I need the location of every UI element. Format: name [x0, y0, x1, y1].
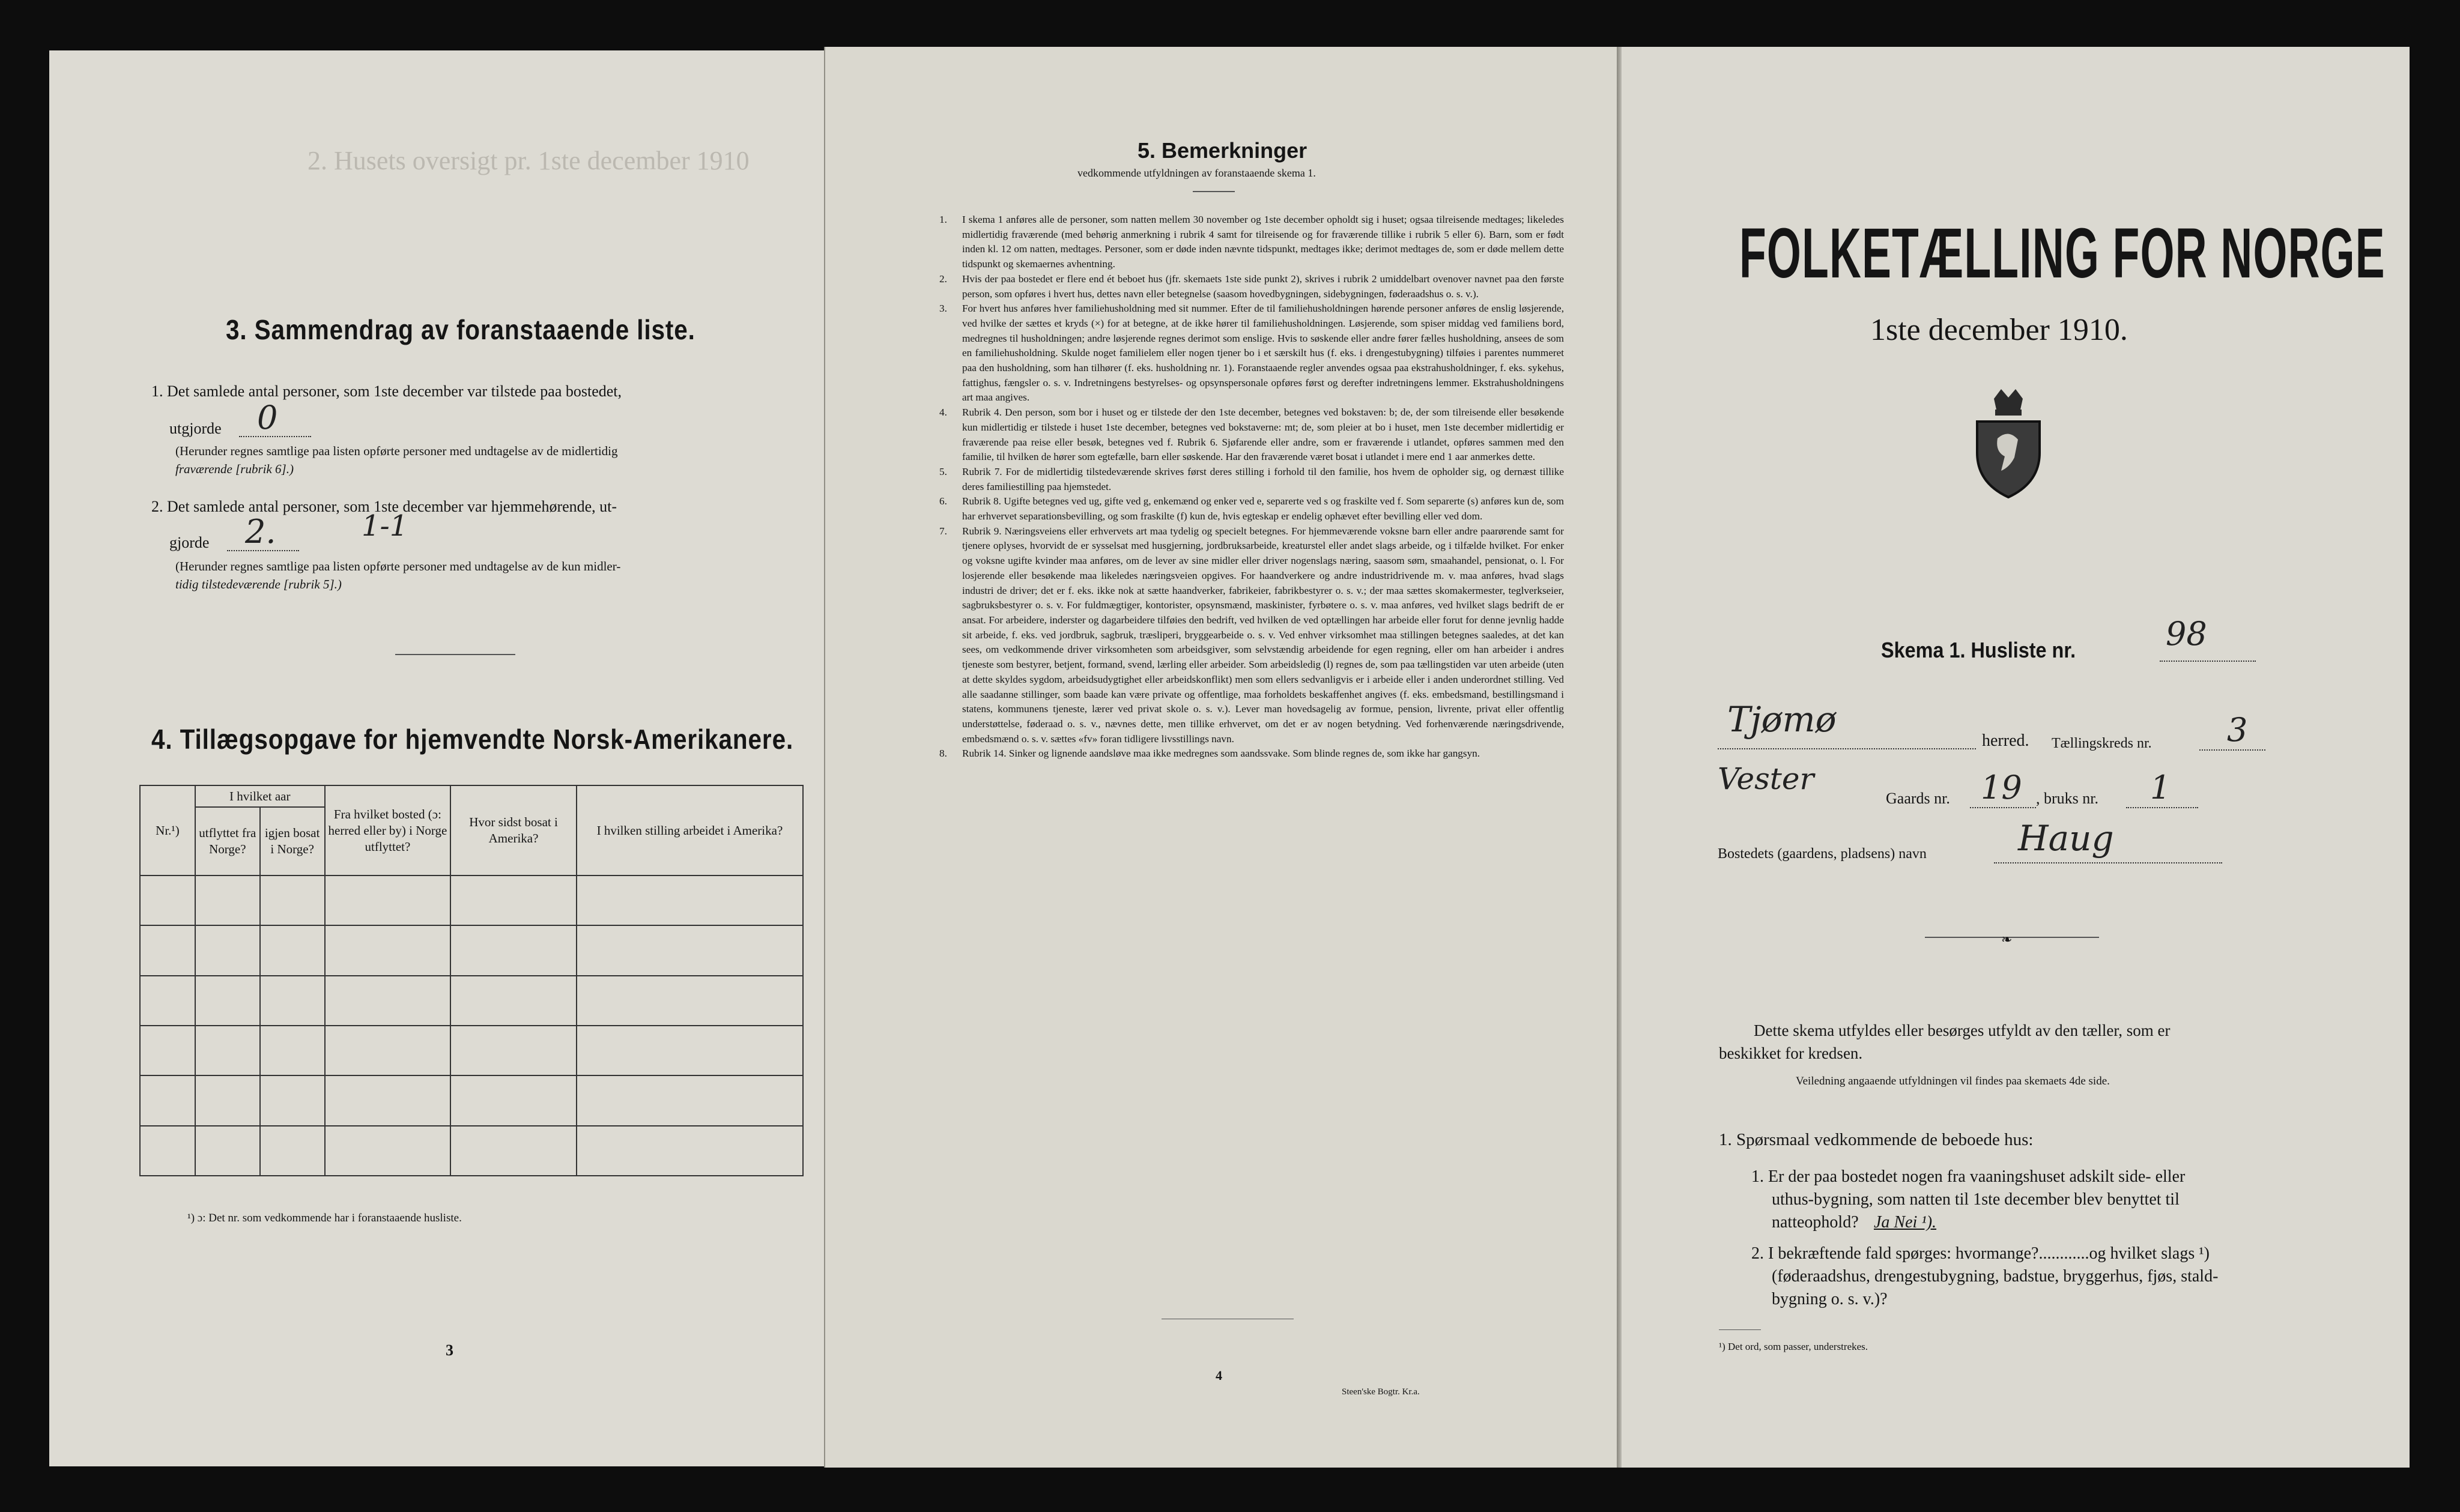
- table-cell: [450, 1026, 577, 1075]
- remark-text: Rubrik 4. Den person, som bor i huset og er tilstede der den 1ste december, betegnes ved bokstaven: b; de, der som tilreisende eller besøkende kun midlertidig er tilstede i huset 1ste december, betegnes ved bokstaverne: mt; de, som pleier at bo i huset, men 1ste december midlertidig er fraværende paa reise eller besøk, betegnes ved f. Rubrik 6. Sjøfarende eller andre, som er fraværende i utlandet, opføres sammen med den familie, til hvilken de hører som egtefælle, barn eller søskende. Har den fraværende været bosat i utlandet i mere end 1 aar anmerkes dette.: [962, 407, 1564, 463]
- item1-value-line: [239, 399, 311, 437]
- item2-extra-annotation: 1-1: [362, 509, 408, 543]
- table-cell: [195, 925, 260, 975]
- table-cell: [140, 1075, 195, 1125]
- table-cell: [325, 976, 451, 1026]
- table-row: [140, 1126, 803, 1176]
- husliste-nr-value: 98: [2166, 615, 2207, 653]
- remarks-divider: [1193, 191, 1235, 192]
- norsk-amerikanere-table: [139, 785, 804, 1176]
- table-cell: [195, 1075, 260, 1125]
- item2-note-a: (Herunder regnes samtlige paa listen opførte personer med undtagelse av de kun midler-: [175, 559, 621, 573]
- item1-utgjorde-label: utgjorde: [169, 420, 222, 437]
- husliste-nr-line: [2160, 615, 2256, 662]
- right-footnote: ¹) Det ord, som passer, understrekes.: [1719, 1341, 1868, 1352]
- ornament-icon: ❧: [2001, 932, 2013, 947]
- table-cell: [577, 925, 803, 975]
- table-cell: [260, 976, 325, 1026]
- remark-text: For hvert hus anføres hver familiehusholdning med sit nummer. Efter de til familiehusholdningen hørende personer anføres de enslig løsjerende, ved hvilke der sættes et kryds (×) for at betegne, at de ikke hører til familiehusholdningen. Løsjerende, som spiser middag ved familiens bord, medregnes til husholdningen; andre løsjerende regnes derimot som enslige. Hvis to søskende eller andre fører fælles husholdning, ansees de som en familiehusholdning. Skulde noget familielem eller nogen tjener bo i et særskilt hus (f. eks. i drengestubygning) tilføies i parentes nummeret paa den husholdning, som han tilhører (f. eks. husholdning nr. 1). Foranstaaende regler anvendes ogsaa paa ekstrahusholdninger, f. eks. sykehus, fattighus, fængsler o. s. v. Indretningens bestyrelses- og opsynspersonale opføres først og derefter indretningens lemmer. Ekstrahusholdningens art maa angives.: [962, 303, 1564, 404]
- remark-number: 5.: [939, 465, 947, 477]
- table-row: [140, 1075, 803, 1125]
- table-cell: [325, 1026, 451, 1075]
- header-igjen: igjen bosat i Norge?: [260, 807, 325, 875]
- header-hvor-sidst: Hvor sidst bosat i Amerika?: [450, 785, 577, 875]
- header-i-hvilket-aar: I hvilket aar: [195, 785, 325, 807]
- item2-note-b: tidig tilstedeværende [rubrik 5].): [175, 577, 342, 591]
- table-row: [140, 976, 803, 1026]
- census-date: 1ste december 1910.: [1870, 313, 2128, 347]
- remark-number: 3.: [939, 303, 947, 315]
- table-cell: [577, 976, 803, 1026]
- table-cell: [140, 1126, 195, 1176]
- section3-heading: 3. Sammendrag av foranstaaende liste.: [226, 314, 695, 345]
- bruks-label: , bruks nr.: [2036, 790, 2098, 807]
- header-fra-bosted: Fra hvilket bosted (ɔ: herred eller by) i Norge utflyttet?: [325, 785, 451, 875]
- remark-item: [939, 524, 1564, 747]
- q1-1-line-b: uthus-bygning, som natten til 1ste december blev benyttet til: [1772, 1190, 2180, 1209]
- table-footnote: ¹) ɔ: Det nr. som vedkommende har i foranstaaende husliste.: [187, 1212, 462, 1224]
- gaards-label: Gaards nr.: [1886, 790, 1950, 807]
- q1-heading: 1. Spørsmaal vedkommende de beboede hus:: [1719, 1130, 2034, 1149]
- remark-item: [939, 465, 1564, 494]
- item2-value: 2.: [245, 513, 276, 551]
- prefix-value: Vester: [1718, 761, 1814, 796]
- q1-1-line-c: natteophold?: [1772, 1213, 1859, 1232]
- table-cell: [450, 1075, 577, 1125]
- remark-item: [939, 272, 1564, 301]
- table-row: [140, 925, 803, 975]
- herred-label: herred.: [1982, 731, 2029, 750]
- table-cell: [140, 1026, 195, 1075]
- kreds-line: [2199, 711, 2265, 751]
- q1-2-line-c: bygning o. s. v.)?: [1772, 1290, 1888, 1308]
- remark-item: [939, 301, 1564, 405]
- q1-1-answer: Ja Nei ¹).: [1874, 1213, 1937, 1232]
- remark-text: Rubrik 8. Ugifte betegnes ved ug, gifte ved g, enkemænd og enker ved e, separerte ved s og fraskilte ved f. Som separerte (s) anføres kun de, som har erhvervet separationsbevilling, og som fraskilte (f) kun de, hvis egteskap er endelig ophævet efter bevilling eller ved dom.: [962, 495, 1564, 522]
- faded-bleedthrough-header: 2. Husets oversigt pr. 1ste december 1910: [308, 146, 750, 175]
- instruction-small: Veiledning angaaende utfyldningen vil findes paa skemaets 4de side.: [1796, 1075, 2110, 1087]
- remark-number: 2.: [939, 273, 947, 285]
- header-nr: Nr.¹): [140, 785, 195, 875]
- gaards-line: [1970, 769, 2036, 808]
- table-cell: [577, 875, 803, 925]
- remark-number: 8.: [939, 748, 947, 760]
- table-cell: [195, 976, 260, 1026]
- header-stilling: I hvilken stilling arbeidet i Amerika?: [577, 785, 803, 875]
- remarks-heading: 5. Bemerkninger: [1138, 138, 1307, 163]
- item1-note-b: fraværende [rubrik 6].): [175, 462, 294, 476]
- remark-text: Rubrik 7. For de midlertidig tilstedeværende skrives først deres stilling i forhold til den familie, hos hvem de opholder sig, og dernæst tillike deres familiestilling paa hjemstedet.: [962, 465, 1564, 492]
- middle-page-number: 4: [1216, 1368, 1222, 1383]
- item2-value-line: [227, 513, 299, 551]
- table-cell: [140, 976, 195, 1026]
- instruction-b: beskikket for kredsen.: [1719, 1044, 1863, 1062]
- remark-text: Rubrik 14. Sinker og lignende aandsløve maa ikke medregnes som aandssvake. Som blinde regnes de, som ikke har gangsyn.: [962, 748, 1480, 760]
- remark-text: I skema 1 anføres alle de personer, som natten mellem 30 november og 1ste december opholdt sig i huset; ogsaa tilreisende medtages; likeledes midlertidig fraværende (med behørig anmerkning i rubrik 4 samt for tilreisende og for fraværende tillike i rubrik 5 eller 6). Barn, som er født inden kl. 12 om natten, medtages. Personer, som er døde inden nævnte tidspunkt, medtages ikke; derimot medtages de, som er døde mellem dette tidspunkt og skemaernes avhentning.: [962, 214, 1564, 270]
- remarks-list: [939, 213, 1564, 761]
- remark-number: 6.: [939, 495, 947, 507]
- table-cell: [577, 1026, 803, 1075]
- bruks-value: 1: [2150, 769, 2171, 806]
- table-cell: [450, 925, 577, 975]
- table-row: [140, 1026, 803, 1075]
- bosted-label: Bostedets (gaardens, pladsens) navn: [1718, 846, 1927, 862]
- table-cell: [140, 875, 195, 925]
- skema-label: Skema 1. Husliste nr.: [1881, 638, 2076, 662]
- table-cell: [325, 925, 451, 975]
- left-page-number: 3: [446, 1341, 453, 1359]
- q1-1-line-a: 1. Er der paa bostedet nogen fra vaaningshuset adskilt side- eller: [1751, 1167, 2186, 1186]
- right-page: [1622, 47, 2410, 1468]
- kreds-value: 3: [2227, 711, 2248, 749]
- remarks-subheading: vedkommende utfyldningen av foranstaaende skema 1.: [1077, 167, 1316, 179]
- item1-note-a: (Herunder regnes samtlige paa listen opførte personer med undtagelse av de midlertidig: [175, 444, 618, 458]
- table-cell: [260, 875, 325, 925]
- census-title: FOLKETÆLLING FOR NORGE: [1739, 214, 2386, 293]
- printer-imprint: Steen'ske Bogtr. Kr.a.: [1342, 1387, 1420, 1397]
- bruks-line: [2126, 769, 2198, 808]
- herred-value: Tjømø: [1727, 699, 1837, 740]
- item1-value: 0: [257, 399, 278, 437]
- remark-item: [939, 213, 1564, 272]
- item2-gjorde-label: gjorde: [169, 534, 210, 551]
- item1-text: 1. Det samlede antal personer, som 1ste december var tilstede paa bostedet,: [151, 383, 622, 400]
- section-divider: [395, 654, 515, 655]
- table-cell: [195, 1026, 260, 1075]
- table-cell: [260, 1075, 325, 1125]
- remark-item: [939, 494, 1564, 524]
- remark-number: 4.: [939, 407, 947, 419]
- remark-number: 7.: [939, 525, 947, 537]
- kreds-label: Tællingskreds nr.: [2052, 736, 2152, 751]
- table-cell: [260, 1026, 325, 1075]
- table-row: [140, 875, 803, 925]
- remark-number: 1.: [939, 214, 947, 225]
- instruction-a: Dette skema utfyldes eller besørges utfyldt av den tæller, som er: [1754, 1021, 2171, 1039]
- table-cell: [260, 925, 325, 975]
- table-cell: [577, 1126, 803, 1176]
- table-cell: [260, 1126, 325, 1176]
- table-cell: [325, 875, 451, 925]
- q1-2-line-b: (føderaadshus, drengestubygning, badstue, bryggerhus, fjøs, stald-: [1772, 1267, 2219, 1286]
- remark-item: [939, 746, 1564, 761]
- section4-heading: 4. Tillægsopgave for hjemvendte Norsk-Amerikanere.: [151, 724, 794, 755]
- gaards-value: 19: [1981, 769, 2022, 806]
- table-cell: [450, 1126, 577, 1176]
- remark-item: [939, 405, 1564, 465]
- table-cell: [450, 875, 577, 925]
- table-cell: [325, 1075, 451, 1125]
- item2-text: 2. Det samlede antal personer, som 1ste december var hjemmehørende, ut-: [151, 498, 617, 515]
- footnote-rule: [1719, 1329, 1761, 1330]
- table-cell: [577, 1075, 803, 1125]
- middle-page: [825, 47, 1617, 1468]
- table-cell: [195, 875, 260, 925]
- bosted-line: [1994, 818, 2222, 863]
- table-cell: [195, 1126, 260, 1176]
- table-cell: [450, 976, 577, 1026]
- left-page: [49, 50, 825, 1466]
- coat-of-arms-icon: [1971, 387, 2046, 498]
- herred-line: [1718, 699, 1976, 749]
- remark-text: Hvis der paa bostedet er flere end ét beboet hus (jfr. skemaets 1ste side punkt 2), skrives i rubrik 2 umiddelbart ovenover navnet paa den første person, som opføres i hvert hus, dettes navn eller betegnelse (saasom hovedbygningen, sidebygningen, føderaadshus o. s. v.).: [962, 273, 1564, 300]
- bosted-value: Haug: [2018, 818, 2114, 859]
- table-cell: [140, 925, 195, 975]
- table-cell: [325, 1126, 451, 1176]
- remark-text: Rubrik 9. Næringsveiens eller erhvervets art maa tydelig og specielt betegnes. For hjemmeværende voksne barn eller andre paarørende samt for tjenere oplyses, hvorvidt de er sysselsat med husgjerning, jordbruksarbeide, kreaturstel eller andet slags arbeide, og i tilfælde hvilket. For enker og voksne ugifte kvinder maa anføres, om de lever av sine midler eller driver nogenslags næring, saasom søm, smaahandel, pensionat, o. l. For losjerende eller besøkende maa likeledes næringsveien opgives. For haandverkere og andre industridrivende m. v. maa anføres, hvad slags industri de driver; det er f. eks. ikke nok at sætte haandverker, fabrikeier, fabrikbestyrer o. s. v.; der maa sættes skomakermester, teglverkseier, sagbruksbestyrer o. s. v. For fuldmægtiger, kontorister, opsynsmænd, maskinister, fyrbøtere o. s. v. maa anføres, ved hvilket slags bedrift de er ansat. For arbeidere, inderster og dagarbeidere tilføies den bedrift, ved hvilken de ved optællingen har arbeide eller forut for denne jevnlig hadde sit arbeide, f. eks. ved jordbruk, sagbruk, træsliperi, bryggearbeide o. s. v. Ved enhver virksomhet maa stillingen betegnes saaledes, at det kan sees, om vedkommende driver virksomheten som arbeidsgiver, som selvstændig arbeidende for egen regning, eller om han arbeider i andres tjeneste som bestyrer, betjent, formand, svend, lærling eller arbeider. Som arbeidsledig (l) regnes de, som paa tællingstiden var uten arbeide (uten at dette skyldes sygdom, arbeidsudygtighet eller arbeidskonflikt) men som ellers sedvanligvis er i arbeide eller i anden underordnet stilling. Ved alle saadanne stillinger, som baade kan være private og offentlige, maa forholdets beskaffenhet angives (f. eks. embedsmand, bestillingsmand i statens, kommunens tjeneste, lærer ved privat skole o. s. v.). Lever man hovedsagelig av formue, pension, livrente, privat eller offentlig understøttelse, føderaad o. s. v., nævnes dette, men tillike erhvervet, om det er av nogen betydning. Ved forhenværende næringsdrivende, embedsmænd o. s. v. sættes «fv» foran tidligere livsstillings navn.: [962, 525, 1564, 745]
- q1-2-line-a: 2. I bekræftende fald spørges: hvormange?............og hvilket slags ¹): [1751, 1244, 2210, 1263]
- header-utflyttet: utflyttet fra Norge?: [195, 807, 260, 875]
